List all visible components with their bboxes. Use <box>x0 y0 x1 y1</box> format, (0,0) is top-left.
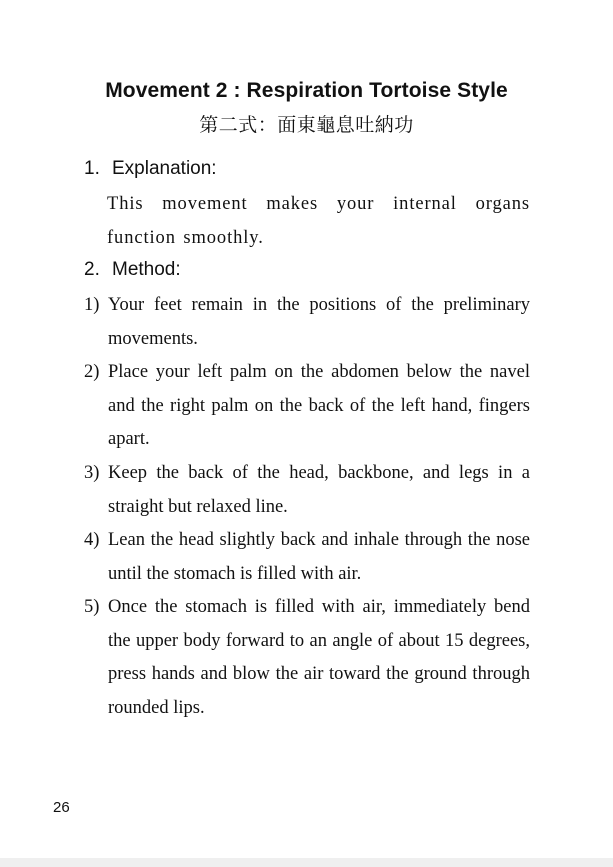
step-number: 5) <box>84 597 100 617</box>
section-heading-method <box>84 259 181 281</box>
step-text: Your feet remain in the positions of the preliminary movements. <box>108 295 530 349</box>
section-heading-label: Method: <box>112 259 181 280</box>
explanation-paragraph: This movement makes your internal organs function smoothly. <box>107 194 530 248</box>
step-number: 3) <box>84 463 100 483</box>
section-heading-explanation <box>84 158 217 180</box>
section-heading-label: Explanation: <box>112 158 217 179</box>
method-step-4 <box>84 524 530 591</box>
step-text: Keep the back of the head, backbone, and legs in a straight but relaxed line. <box>108 463 530 517</box>
method-step-2 <box>84 356 530 457</box>
step-number: 4) <box>84 530 100 550</box>
page-subtitle-chinese: 第二式：面東龜息吐納功 <box>199 114 414 136</box>
section-number: 1. <box>84 158 100 179</box>
method-step-3 <box>84 457 530 524</box>
page-title: Movement 2 : Respiration Tortoise Style <box>105 79 508 102</box>
step-number: 1) <box>84 295 100 315</box>
method-step-1 <box>84 289 530 356</box>
section-number: 2. <box>84 259 100 280</box>
page-number: 26 <box>53 799 70 816</box>
page-bottom-edge <box>0 858 613 867</box>
step-text: Lean the head slightly back and inhale through the nose until the stomach is filled with air. <box>108 530 530 584</box>
step-text: Once the stomach is filled with air, immediately bend the upper body forward to an angle of about 15 degrees, press hands and blow the air toward the ground through rounded lips. <box>108 597 530 718</box>
step-text: Place your left palm on the abdomen below the navel and the right palm on the back of the left hand, fingers apart. <box>108 362 530 450</box>
step-number: 2) <box>84 362 100 382</box>
method-step-5 <box>84 591 530 725</box>
